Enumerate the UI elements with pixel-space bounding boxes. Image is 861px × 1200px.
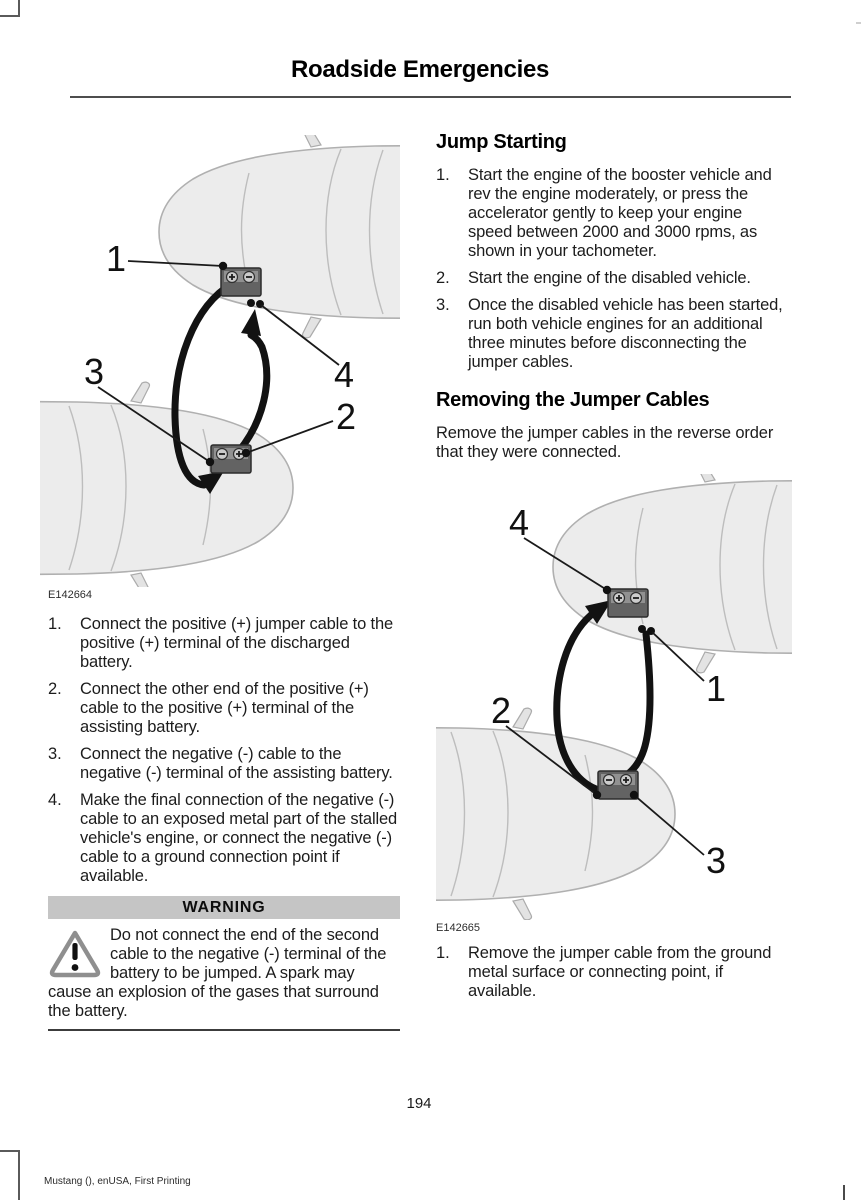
callout-1: 1: [706, 668, 727, 709]
list-item: [48, 745, 400, 783]
step-text: Connect the other end of the positive (+) cable to the positive (+) terminal of the assisting battery.: [80, 680, 369, 736]
step-number: 2.: [48, 680, 62, 698]
callout-2: 2: [491, 690, 512, 731]
step-number: 1.: [436, 944, 450, 962]
step-number: 4.: [48, 791, 62, 809]
page-title: Roadside Emergencies: [290, 56, 550, 83]
warning-text: Do not connect the end of the second cable to the negative (-) terminal of the battery to be jumped. A spark may cause an explosion of the gases that surround the battery.: [48, 926, 387, 1020]
list-item: [436, 944, 790, 1001]
figure-connect-jumper-cables: [48, 135, 400, 587]
list-item: [48, 791, 400, 886]
section-end-rule: [48, 1029, 400, 1031]
step-number: 1.: [48, 615, 62, 633]
step-text: Once the disabled vehicle has been started, run both vehicle engines for an additional three minutes before disconnecting the jumper cables.: [468, 296, 783, 371]
side-mirror: [513, 708, 531, 729]
removing-cables-heading: Removing the Jumper Cables: [436, 389, 710, 411]
connect-steps-list: [48, 615, 400, 886]
callout-3: 3: [84, 351, 105, 392]
cable-arrow: [241, 309, 261, 336]
list-item: [436, 296, 790, 372]
list-item: [436, 166, 790, 261]
removing-intro: Remove the jumper cables in the reverse order that they were connected.: [436, 424, 774, 461]
list-item: [48, 615, 400, 672]
warning-body: [48, 926, 400, 1021]
list-item: [48, 680, 400, 737]
callout-1: 1: [106, 238, 127, 279]
footer-imprint: Mustang (), enUSA, First Printing: [44, 1176, 191, 1187]
callout-4: 4: [509, 502, 530, 543]
side-mirror: [131, 573, 149, 587]
booster-vehicle-top-view: [159, 135, 400, 338]
side-mirror: [513, 899, 531, 920]
side-mirror: [697, 474, 715, 482]
step-number: 3.: [436, 296, 450, 314]
side-mirror: [303, 135, 321, 147]
disabled-vehicle-top-view: [40, 382, 293, 587]
vehicle-top-view: [436, 708, 675, 920]
step-number: 1.: [436, 166, 450, 184]
crop-mark-bottom-left: [0, 1150, 20, 1200]
step-text: Connect the negative (-) cable to the negative (-) terminal of the assisting battery.: [80, 745, 393, 782]
callout-3: 3: [706, 840, 727, 881]
step-number: 2.: [436, 269, 450, 287]
list-item: [436, 269, 790, 288]
jump-starting-heading: Jump Starting: [436, 131, 567, 153]
step-text: Start the engine of the disabled vehicle.: [468, 269, 751, 287]
step-text: Make the final connection of the negative (-) cable to an exposed metal part of the stalled vehicle's engine, or connect the negative (-) cable to a ground connection point if available.: [80, 791, 398, 885]
right-column: [436, 131, 790, 1009]
warning-triangle-icon: [48, 928, 102, 978]
crop-mark-top-left: [0, 0, 20, 17]
side-mirror: [131, 382, 149, 403]
side-mirror: [303, 317, 321, 338]
battery-booster: [221, 268, 261, 296]
jumper-remove-diagram: [436, 474, 792, 920]
crop-mark-top-right: [856, 22, 861, 24]
jump-steps-list: [436, 166, 790, 372]
figure-label: E142664: [48, 589, 93, 601]
jumper-connect-diagram: [40, 135, 400, 587]
vehicle-top-view: [553, 474, 792, 673]
step-text: Connect the positive (+) jumper cable to the positive (+) terminal of the discharged battery.: [80, 615, 394, 671]
figure-label: E142665: [436, 922, 481, 934]
title-divider: [70, 96, 791, 98]
callout-4: 4: [334, 354, 355, 395]
step-text: Start the engine of the booster vehicle and rev the engine moderately, or press the accelerator gently to keep your engine speed between 2000 and 3000 rpms, as shown in your tachometer.: [468, 166, 772, 260]
step-number: 3.: [48, 745, 62, 763]
left-column: [48, 135, 400, 1031]
step-text: Remove the jumper cable from the ground metal surface or connecting point, if available.: [468, 944, 772, 1000]
crop-mark-bottom-right: [843, 1185, 845, 1200]
warning-banner: WARNING: [48, 896, 400, 919]
removing-steps-list: [436, 944, 790, 1001]
battery-top: [608, 589, 648, 617]
callout-2: 2: [336, 396, 357, 437]
jumper-cable: [628, 634, 650, 774]
page-number: 194: [406, 1095, 432, 1112]
figure-remove-jumper-cables: [436, 474, 788, 920]
